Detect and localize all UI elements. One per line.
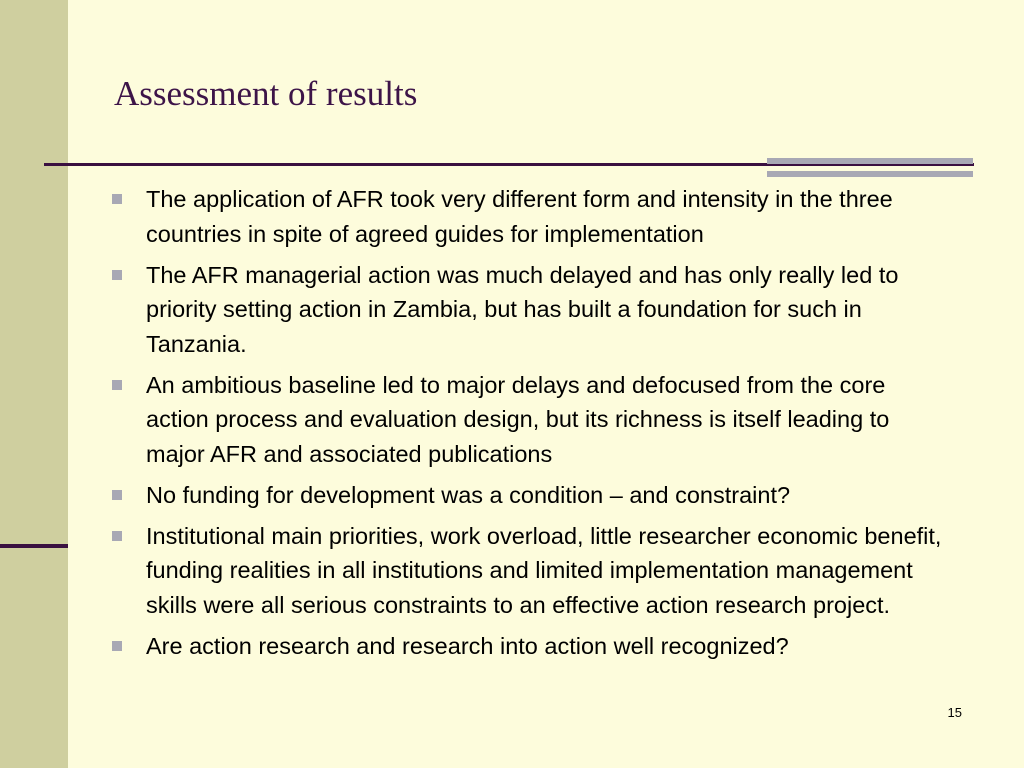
bullet-list [110, 182, 950, 670]
bullet-item [110, 368, 950, 472]
divider-accent-top [767, 158, 973, 164]
bullet-item [110, 258, 950, 362]
bullet-text: An ambitious baseline led to major delays and defocused from the core action process and evaluation design, but its richness is itself leading to major AFR and associated publications [146, 371, 890, 467]
divider-accent-bottom [767, 171, 973, 177]
bullet-text: Are action research and research into action well recognized? [146, 632, 789, 659]
page-number: 15 [947, 705, 962, 720]
square-bullet-icon [112, 380, 122, 390]
square-bullet-icon [112, 531, 122, 541]
square-bullet-icon [112, 641, 122, 651]
bullet-item [110, 182, 950, 251]
bullet-text: Institutional main priorities, work overload, little researcher economic benefit, funding realities in all institutions and limited implementation management skills were all serious constraints to an effective action research project. [146, 522, 942, 618]
slide-title: Assessment of results [114, 74, 418, 113]
left-decorative-band [0, 0, 68, 768]
bullet-item [110, 629, 950, 664]
left-band-underline [0, 544, 68, 548]
bullet-text: No funding for development was a condition – and constraint? [146, 481, 791, 508]
bullet-item [110, 478, 950, 513]
square-bullet-icon [112, 194, 122, 204]
bullet-item [110, 519, 950, 623]
square-bullet-icon [112, 270, 122, 280]
bullet-text: The application of AFR took very different form and intensity in the three countries in spite of agreed guides for implementation [146, 186, 893, 247]
bullet-text: The AFR managerial action was much delayed and has only really led to priority setting action in Zambia, but has built a foundation for such in Tanzania. [146, 261, 899, 357]
square-bullet-icon [112, 490, 122, 500]
